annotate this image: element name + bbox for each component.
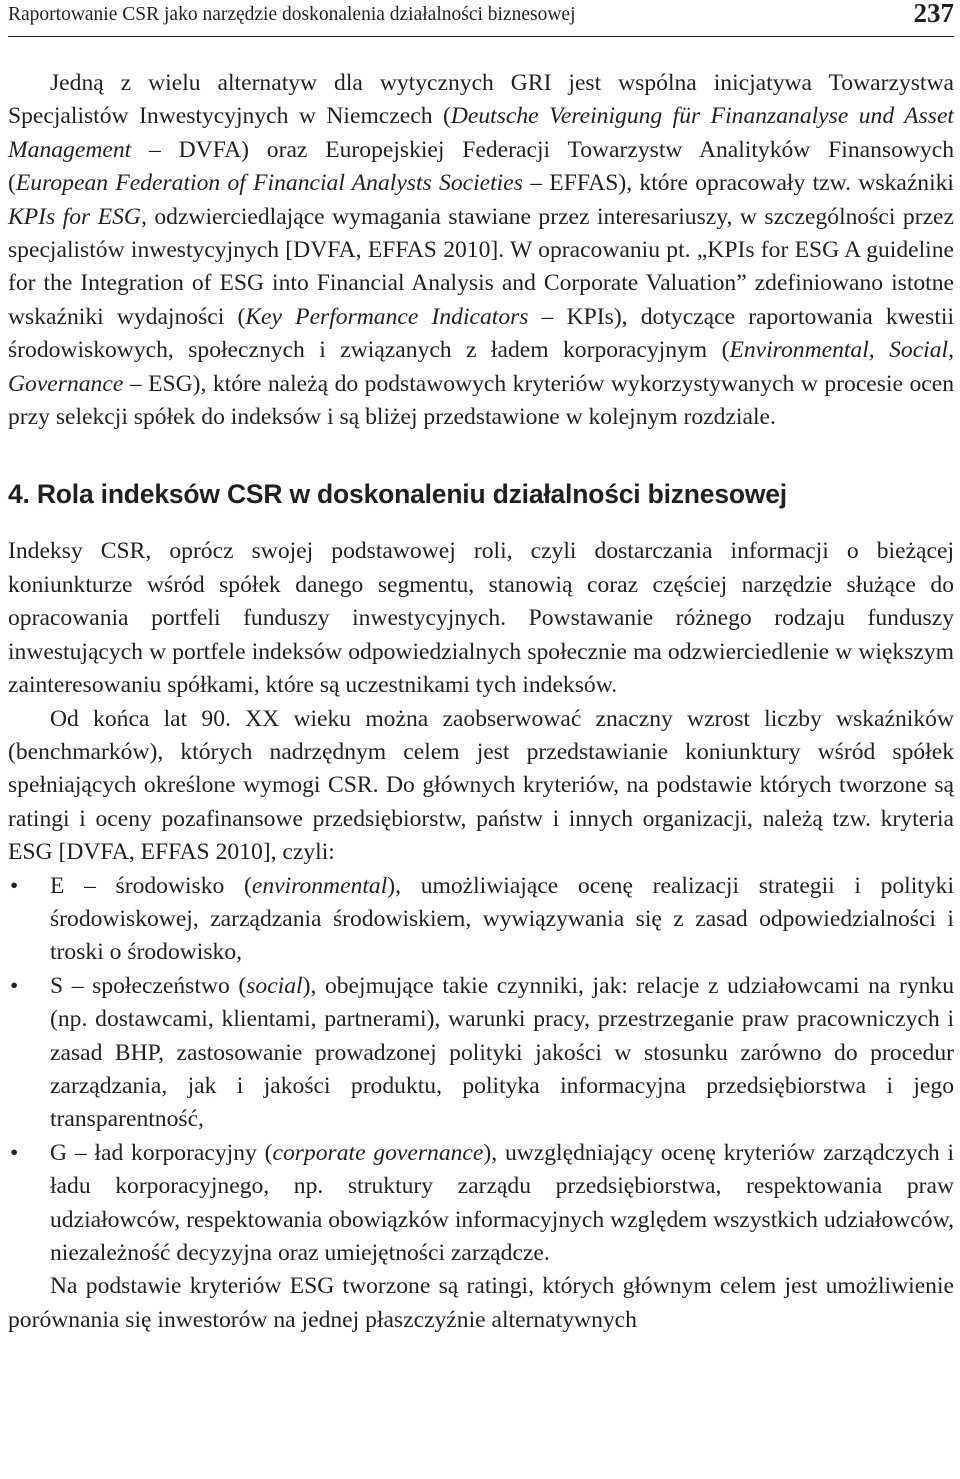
esg-criteria-list xyxy=(8,870,954,1271)
page-number: 237 xyxy=(913,0,954,28)
paragraph-esg-ratings: Na podstawie kryteriów ESG tworzone są ratingi, których głównym celem jest umożliwienie porównania się inwestorów na jednej płaszczyźnie alternatywnych xyxy=(8,1273,954,1333)
paragraph-benchmarks: Od końca lat 90. XX wieku można zaobserwować znaczny wzrost liczby wskaźników (benchmarków), których nadrzędnym celem jest przedstawianie koniunktury wśród spółek spełniających określone wymogi CSR. Do głównych kryteriów, na podstawie których tworzone są ratingi i oceny pozafinansowe przedsiębiorstw, państw i innych organizacji, należą tzw. kryteria ESG [DVFA, EFFAS 2010], czyli: xyxy=(8,705,954,866)
body-text xyxy=(8,67,954,1337)
bullet-icon: • xyxy=(10,972,19,999)
bullet-icon: • xyxy=(10,1139,19,1166)
running-title: Raportowanie CSR jako narzędzie doskonalenia działalności biznesowej xyxy=(8,4,576,25)
bullet-icon: • xyxy=(10,872,19,899)
paragraph-csr-indices: Indeksy CSR, oprócz swojej podstawowej roli, czyli dostarczania informacji o bieżącej koniunkturze wśród spółek danego segmentu, stanowią coraz częściej narzędzie służące do opracowania portfeli funduszy inwestycyjnych. Powstawanie różnego rodzaju funduszy inwestujących w portfele indeksów odpowiedzialnych społecznie ma odzwierciedlenie w większym zainteresowaniu spółkami, które są uczestnikami tych indeksów. xyxy=(8,538,954,699)
book-page xyxy=(8,0,954,1337)
list-item-social: • S – społeczeństwo (social), obejmujące takie czynniki, jak: relacje z udziałowcami na rynku (np. dostawcami, klientami, partnerami), warunki pracy, przestrzeganie praw pracowniczych i zasad BHP, zastosowanie prowadzonej polityki jakości w stosunku zarówno do procedur zarządzania, jak i jakości produktu, polityka informacyjna przedsiębiorstwa i jego transparentność, xyxy=(8,970,954,1137)
list-item-governance: • G – ład korporacyjny (corporate governance), uwzględniający ocenę kryteriów zarządczych i ładu korporacyjnego, np. struktury zarządu przedsiębiorstwa, respektowania praw udziałowców, respektowania obowiązków informacyjnych względem wszystkich udziałowców, niezależność decyzyjna oraz umiejętności zarządcze. xyxy=(8,1137,954,1271)
section-heading: 4. Rola indeksów CSR w doskonaleniu działalności biznesowej xyxy=(8,479,787,510)
paragraph-gri-alternatives: Jedną z wielu alternatyw dla wytycznych GRI jest wspólna inicjatywa Towarzystwa Specjalistów Inwestycyjnych w Niemczech (Deutsche Vereinigung für Finanzanalyse und Asset Management – DVFA) oraz Europejskiej Federacji Towarzystw Analityków Finansowych (European Federation of Financial Analysts Societies – EFFAS), które opracowały tzw. wskaźniki KPIs for ESG, odzwierciedlające wymagania stawiane przez interesariuszy, w szczególności przez specjalistów inwestycyjnych [DVFA, EFFAS 2010]. W opracowaniu pt. „KPIs for ESG A guideline for the Integration of ESG into Financial Analysis and Corporate Valuation” zdefiniowano istotne wskaźniki wydajności (Key Performance Indicators – KPIs), dotyczące raportowania kwestii środowiskowych, społecznych i związanych z ładem korporacyjnym (Environmental, Social, Governance – ESG), które należą do podstawowych kryteriów wykorzystywanych w procesie ocen przy selekcji spółek do indeksów i są bliżej przedstawione w kolejnym rozdziale. xyxy=(8,70,954,431)
list-item-environmental: • E – środowisko (environmental), umożliwiające ocenę realizacji strategii i polityki środowiskowej, zarządzania środowiskiem, wywiązywania się z zasad odpowiedzialności i troski o środowisko, xyxy=(8,870,954,970)
running-header xyxy=(8,0,954,37)
